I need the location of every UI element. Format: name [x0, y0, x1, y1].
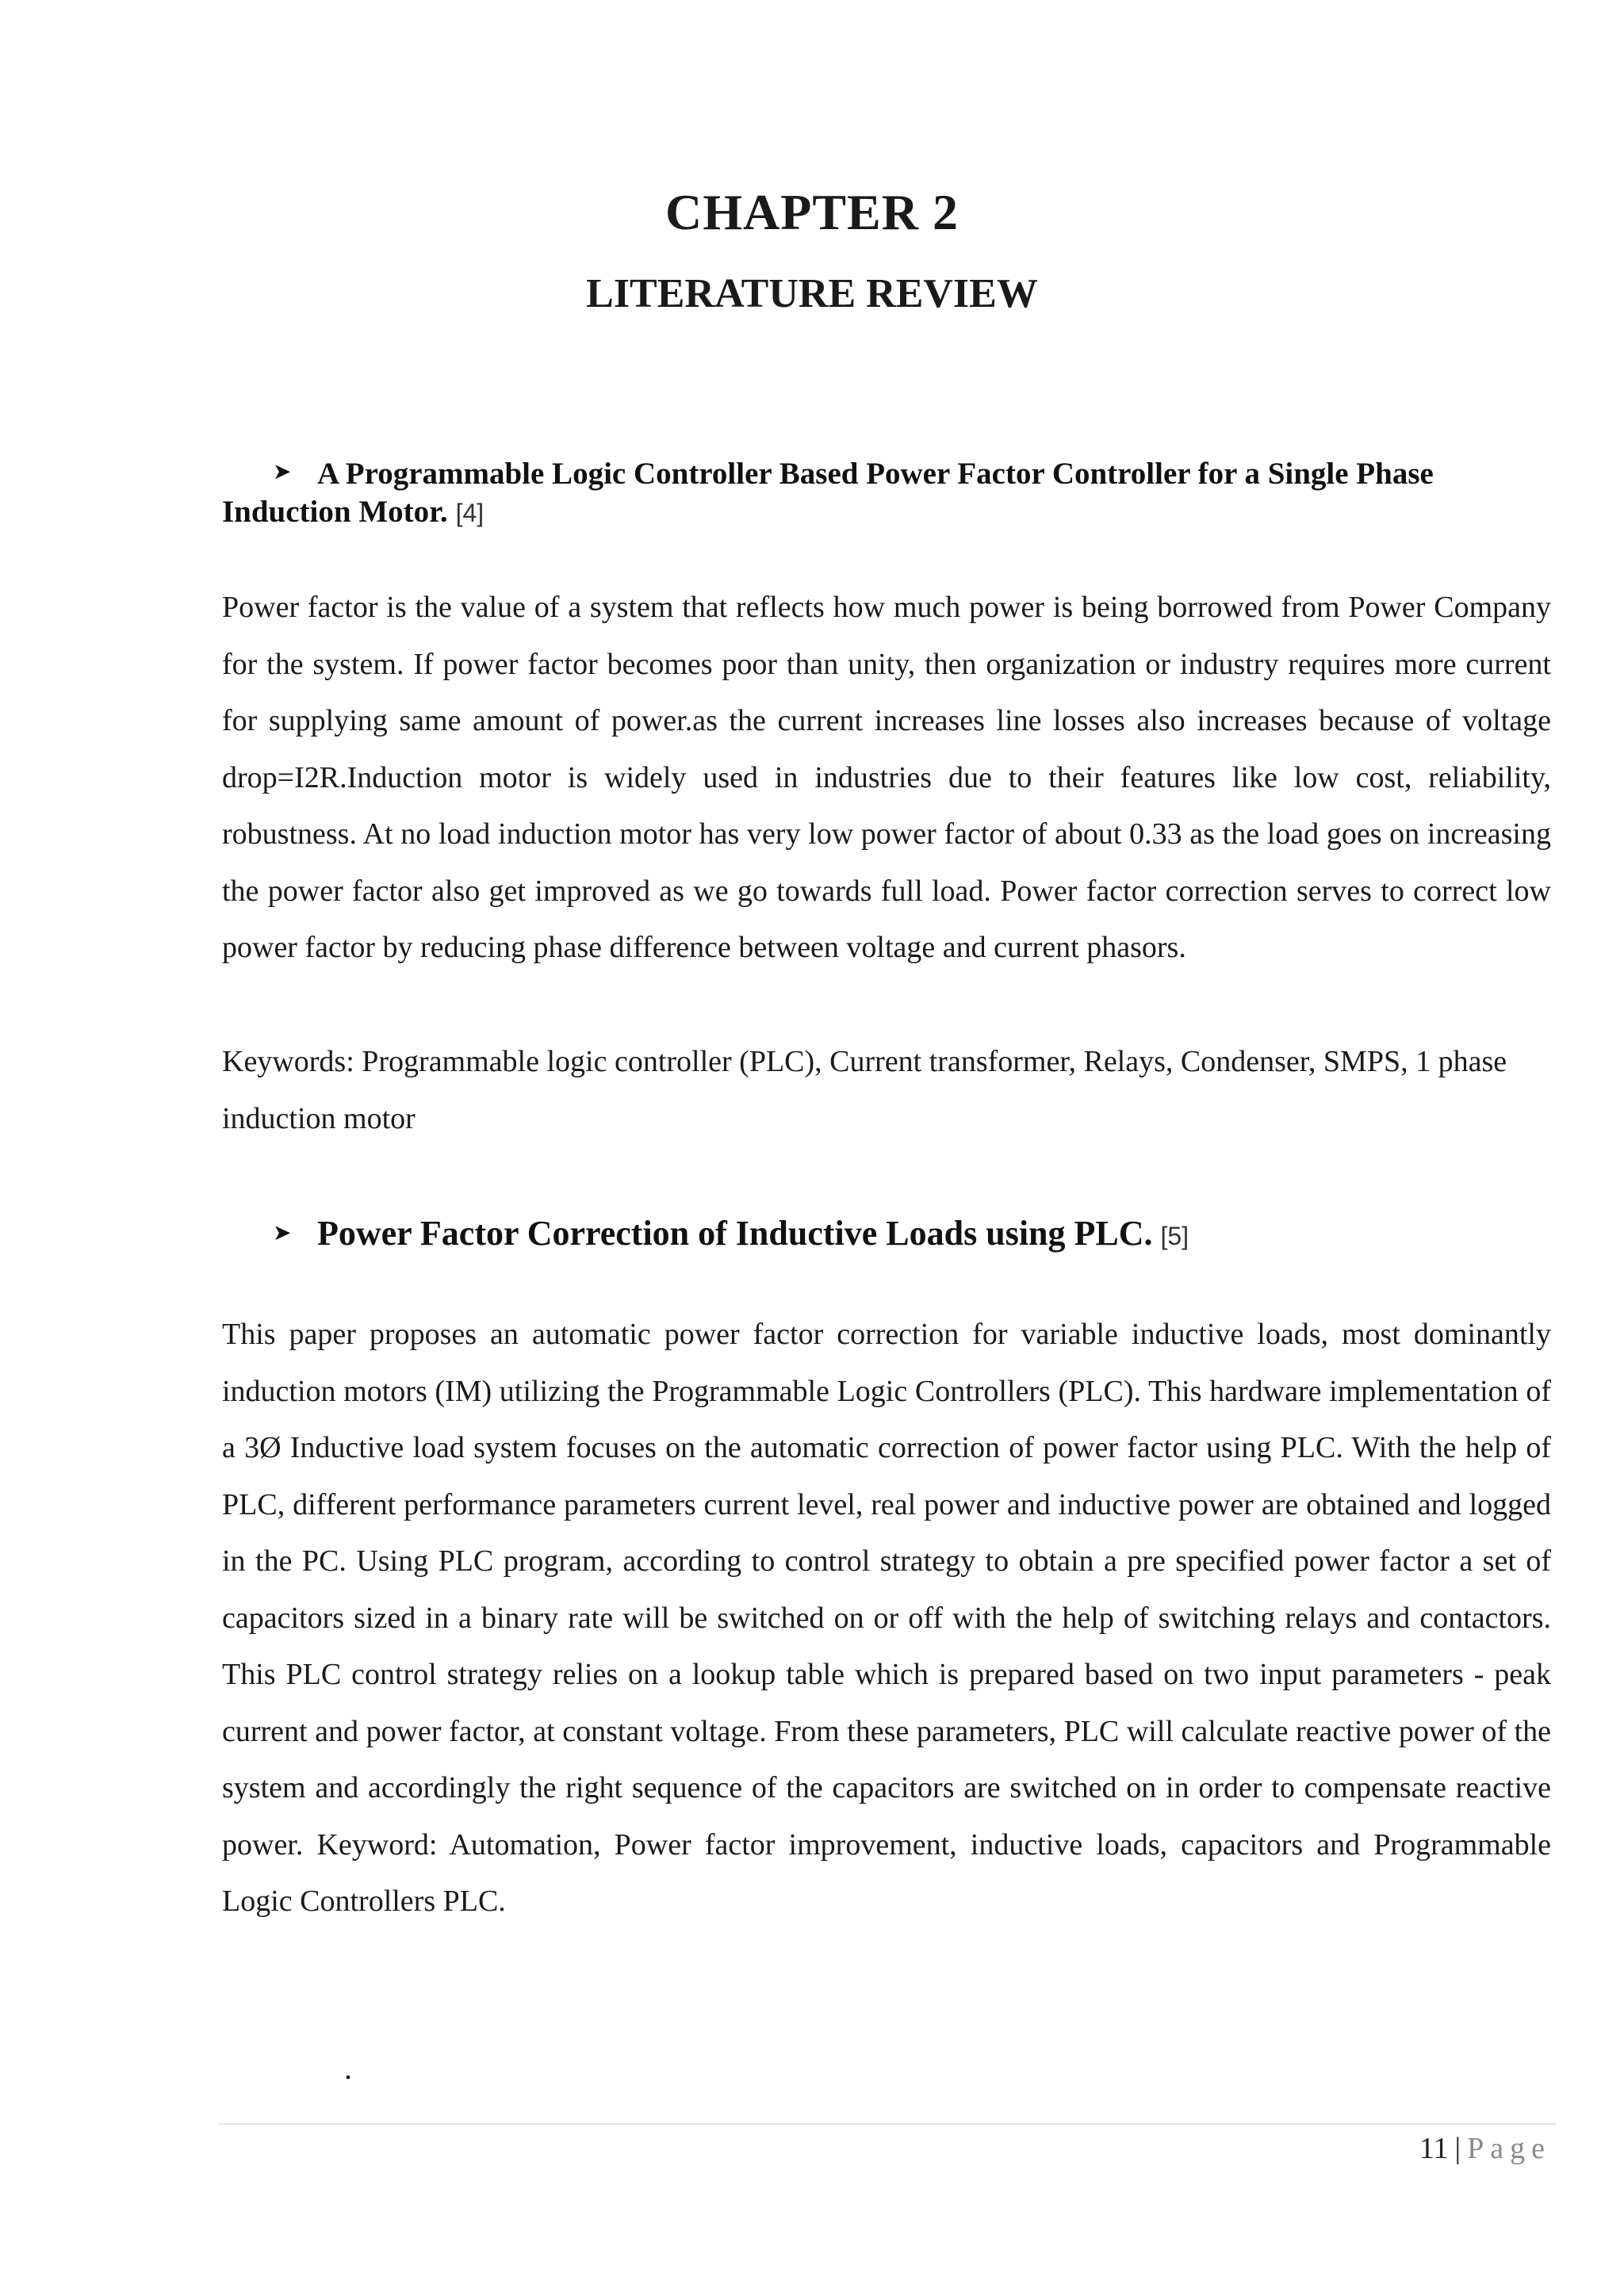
section-heading-2: [222, 1210, 1551, 1260]
citation-ref: [5]: [1160, 1222, 1189, 1250]
section-1-paragraph: Power factor is the value of a system that reflects how much power is being borrowed from Power Company for the system. If power factor becomes poor than unity, then organization or industry requires more current for supplying same amount of power.as the current increases line losses also increases because of voltage drop=I2R.Induction motor is widely used in industries due to their features like low cost, reliability, robustness. At no load induction motor has very low power factor of about 0.33 as the load goes on increasing the power factor also get improved as we go towards full load. Power factor correction serves to correct low power factor by reducing phase difference between voltage and current phasors.: [222, 591, 1551, 964]
section-heading-text: A Programmable Logic Controller Based Power Factor Controller for a Single Phase Induction Motor.: [222, 457, 1434, 529]
stray-mark: .: [344, 2050, 352, 2086]
chapter-title: CHAPTER 2: [665, 184, 959, 240]
chapter-subtitle: LITERATURE REVIEW: [586, 271, 1038, 316]
page-number: 11: [1419, 2132, 1449, 2165]
page-label: Page: [1467, 2132, 1551, 2165]
page-footer: [1419, 2129, 1551, 2168]
bullet-arrow-icon: ➤: [273, 1221, 292, 1246]
footer-divider: [219, 2123, 1556, 2125]
footer-separator: |: [1454, 2132, 1461, 2165]
bullet-arrow-icon: ➤: [273, 460, 292, 484]
section-heading-1: [222, 453, 1551, 532]
citation-ref: [4]: [455, 499, 485, 527]
section-1-keywords: Keywords: Programmable logic controller (PLC), Current transformer, Relays, Condenser, SMPS, 1 phase induction motor: [222, 1045, 1507, 1135]
section-2-paragraph: This paper proposes an automatic power factor correction for variable inductive loads, most dominantly induction motors (IM) utilizing the Programmable Logic Controllers (PLC). This hardware implementation of a 3Ø Inductive load system focuses on the automatic correction of power factor using PLC. With the help of PLC, different performance parameters current level, real power and inductive power are obtained and logged in the PC. Using PLC program, according to control strategy to obtain a pre specified power factor a set of capacitors sized in a binary rate will be switched on or off with the help of switching relays and contactors. This PLC control strategy relies on a lookup table which is prepared based on two input parameters - peak current and power factor, at constant voltage. From these parameters, PLC will calculate reactive power of the system and accordingly the right sequence of the capacitors are switched on in order to compensate reactive power. Keyword: Automation, Power factor improvement, inductive loads, capacitors and Programmable Logic Controllers PLC.: [222, 1318, 1551, 1918]
section-heading-text: Power Factor Correction of Inductive Loads using PLC.: [317, 1214, 1153, 1253]
